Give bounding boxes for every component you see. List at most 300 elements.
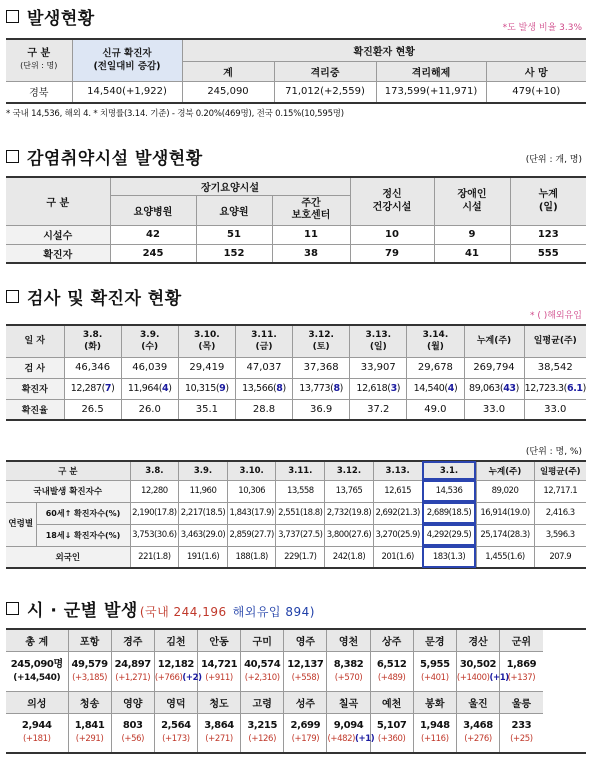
paren: ( — [330, 383, 334, 394]
data-cell: 33.0 — [464, 399, 524, 420]
region-increase-line — [154, 671, 202, 685]
region-cell — [154, 651, 202, 691]
region-total: 803 — [122, 720, 143, 732]
region-name: 안동 — [197, 629, 240, 651]
region-increase: (+126) — [248, 734, 276, 745]
data-cell: 47,037 — [235, 357, 292, 378]
section-test-confirmed — [6, 286, 586, 421]
region-increase-line — [414, 671, 456, 685]
unit-note: (단위 : 명, %) — [525, 447, 582, 457]
region-cell — [68, 651, 111, 691]
cell-value: 13,566 — [242, 383, 273, 394]
region-total: 233 — [511, 720, 532, 732]
paren: ( — [563, 383, 567, 394]
cell-value: 12,723.3 — [524, 383, 564, 394]
region-name: 청송 — [68, 691, 111, 713]
header-mental-health: 정신 건강시설 — [350, 177, 434, 225]
date-header: 일평균(주) — [524, 325, 586, 357]
data-cell: 245 — [110, 244, 196, 263]
data-cell: 51 — [196, 225, 272, 244]
data-cell: 36.9 — [293, 399, 350, 420]
data-cell — [464, 378, 524, 399]
cell-value: 10,315 — [185, 383, 216, 394]
section-age-breakdown — [6, 444, 586, 569]
region-increase-line — [327, 671, 369, 685]
cell-value: 13,773 — [299, 383, 331, 394]
checkbox-square-icon — [6, 10, 19, 23]
region-increase: (+1,271) — [115, 672, 151, 683]
data-cell: 188(1.8) — [227, 546, 276, 568]
section-header — [6, 286, 586, 309]
overseas-note: * ( )해외유입 — [529, 311, 582, 321]
data-cell: 2,551(18.8) — [276, 502, 325, 524]
overseas-count: 3 — [390, 383, 397, 394]
region-cell — [154, 713, 197, 753]
section-city-county — [6, 598, 586, 754]
region-total: 1,948 — [420, 720, 450, 732]
city-table — [6, 628, 586, 754]
overseas-count: 4 — [162, 383, 169, 394]
paren: ) — [515, 383, 519, 394]
data-cell: 2,859(27.7) — [227, 524, 276, 546]
date-header: 3.13. (일) — [350, 325, 407, 357]
region-total: 30,502 — [459, 658, 497, 670]
paren: ( — [499, 383, 504, 394]
data-cell: 207.9 — [534, 546, 586, 568]
data-cell: 2,190(17.8) — [130, 502, 179, 524]
date-header: 3.8. (화) — [64, 325, 121, 357]
region-ratio-note: *도 발생 비율 3.3% — [502, 23, 582, 33]
region-name: 영양 — [111, 691, 154, 713]
region-increase: (+482) — [327, 734, 356, 745]
region-increase: (+489) — [377, 672, 406, 683]
data-cell: 46,039 — [121, 357, 178, 378]
region-increase-line — [112, 732, 154, 746]
date-header: 3.11. (금) — [235, 325, 292, 357]
date-header: 3.9. (수) — [121, 325, 178, 357]
region-increase: (+276) — [464, 734, 492, 745]
region-increase: (+2,310) — [244, 672, 280, 683]
region-total: 2,564 — [161, 720, 191, 732]
overseas-count: 6.1 — [566, 383, 583, 394]
data-cell: 479(+10) — [486, 81, 586, 103]
data-cell — [121, 378, 178, 399]
data-cell: 123 — [510, 225, 586, 244]
region-cell — [284, 713, 327, 753]
region-increase: (+570) — [334, 672, 363, 683]
data-cell — [407, 378, 464, 399]
data-cell: 13,558 — [276, 480, 325, 502]
col-header: 3.8. — [130, 461, 179, 480]
region-name: 봉화 — [413, 691, 456, 713]
test-table — [6, 324, 586, 421]
header-status-col: 계 — [182, 61, 274, 81]
data-cell: 2,416.3 — [534, 502, 586, 524]
header-cumulative: 누계 (일) — [510, 177, 586, 225]
region-name: 울릉 — [500, 691, 543, 713]
data-cell: 242(1.8) — [325, 546, 374, 568]
region-cell — [370, 713, 413, 753]
data-cell: 3,463(29.0) — [179, 524, 228, 546]
region-cell — [241, 651, 284, 691]
region-increase: (+179) — [291, 734, 320, 745]
region-increase: (+911) — [205, 672, 233, 683]
region-name: 칠곡 — [327, 691, 370, 713]
data-cell: 35.1 — [178, 399, 235, 420]
region-increase: (+14,540) — [13, 672, 61, 683]
paren: ) — [111, 383, 115, 394]
region-cell — [500, 651, 543, 691]
region-total: 3,468 — [463, 720, 493, 732]
region-increase: (+25) — [510, 734, 533, 745]
facility-table — [6, 176, 586, 264]
region-cell — [413, 713, 456, 753]
col-header: 구 분 — [6, 461, 130, 480]
data-cell — [293, 378, 350, 399]
data-cell: 2,689(18.5) — [422, 502, 476, 524]
region-overseas: (+1) — [489, 672, 509, 683]
data-cell: 555 — [510, 244, 586, 263]
region-total: 5,955 — [420, 658, 450, 670]
region-total: 5,107 — [376, 720, 407, 732]
region-total: 2,944 — [21, 720, 52, 732]
checkbox-square-icon — [6, 602, 19, 615]
region-name: 영주 — [284, 629, 327, 651]
col-header: 3.10. — [227, 461, 276, 480]
data-cell: 269,794 — [464, 357, 524, 378]
cell-value: 12,287 — [70, 383, 102, 394]
unit-note: (단위 : 개, 명) — [525, 155, 582, 165]
data-cell: 9 — [434, 225, 510, 244]
section-title: 발생현황 — [27, 8, 95, 29]
checkbox-square-icon — [6, 290, 19, 303]
data-cell: 173,599(+11,971) — [376, 81, 486, 103]
region-increase-line — [6, 732, 68, 746]
overseas-count: 43 — [503, 383, 516, 394]
cell-value: 11,964 — [127, 383, 159, 394]
date-header: 누계(주) — [464, 325, 524, 357]
data-cell: 79 — [350, 244, 434, 263]
region-total: 24,897 — [114, 658, 151, 670]
region-overseas: (+2) — [182, 672, 202, 683]
data-cell: 3,737(27.5) — [276, 524, 325, 546]
region-cell — [68, 713, 111, 753]
data-cell: 2,217(18.5) — [179, 502, 228, 524]
overseas-count: 9 — [219, 383, 226, 394]
data-cell: 3,753(30.6) — [130, 524, 179, 546]
region-increase: (+401) — [421, 672, 449, 683]
data-cell: 12,280 — [130, 480, 179, 502]
region-total: 3,864 — [204, 720, 234, 732]
region-overseas: (+1) — [355, 734, 375, 745]
header-gubun: 구 분 (단위 : 명) — [6, 39, 72, 81]
region-increase: (+558) — [291, 672, 320, 683]
region-name: 성주 — [284, 691, 327, 713]
region-name: 포항 — [68, 629, 111, 651]
region-increase: (+116) — [421, 734, 449, 745]
paren: ( — [444, 383, 448, 394]
header-long-term-care: 장기요양시설 — [110, 177, 350, 195]
region-total: 49,579 — [71, 658, 108, 670]
region-increase: (+766) — [154, 672, 183, 683]
region-increase-line — [371, 732, 413, 746]
header-status-col: 격리해제 — [376, 61, 486, 81]
header-new-cases: 신규 확진자 (전일대비 증감) — [72, 39, 182, 81]
region-increase-line — [457, 732, 499, 746]
region-total: 1,869 — [506, 658, 537, 670]
region-increase: (+1400) — [456, 672, 490, 683]
data-cell: 10,306 — [227, 480, 276, 502]
data-cell: 3,270(25.9) — [373, 524, 422, 546]
header-nursing-home: 요양원 — [196, 195, 272, 225]
paren: ( — [158, 383, 163, 394]
age-table — [6, 460, 586, 569]
cell-value: 12,618 — [356, 383, 388, 394]
region-increase-line — [327, 732, 375, 746]
region-name: 상주 — [370, 629, 413, 651]
data-cell: 3,596.3 — [534, 524, 586, 546]
data-cell: 16,914(19.0) — [476, 502, 534, 524]
region-increase: (+173) — [162, 734, 190, 745]
data-cell: 26.0 — [121, 399, 178, 420]
region-cell — [6, 713, 68, 753]
row-label: 시설수 — [6, 225, 110, 244]
data-cell: 33,907 — [350, 357, 407, 378]
data-cell: 26.5 — [64, 399, 121, 420]
region-increase-line — [241, 732, 283, 746]
date-header: 3.12. (토) — [293, 325, 350, 357]
overseas-count: 8 — [333, 383, 340, 394]
header-status-col: 격리중 — [274, 61, 376, 81]
paren: ( — [101, 383, 105, 394]
row-label: 60세↑ 확진자수(%) — [36, 502, 130, 524]
region-cell — [327, 651, 370, 691]
row-label: 국내발생 확진자수 — [6, 480, 130, 502]
date-header: 일 자 — [6, 325, 64, 357]
data-cell — [64, 378, 121, 399]
region-cell — [327, 713, 375, 753]
overseas-count: 4 — [447, 383, 454, 394]
col-header: 3.1. — [422, 461, 476, 480]
col-header: 3.12. — [325, 461, 374, 480]
data-cell — [235, 378, 292, 399]
data-cell: 11,960 — [179, 480, 228, 502]
occurrence-table — [6, 38, 586, 104]
overseas-count: 7 — [104, 383, 112, 394]
region-cell — [456, 651, 509, 691]
data-cell: 245,090 — [182, 81, 274, 103]
data-cell: 3,800(27.6) — [325, 524, 374, 546]
region-increase-line — [284, 732, 326, 746]
region-total: 12,137 — [287, 658, 324, 670]
region-total: 245,090명 — [10, 658, 63, 670]
header-gubun: 구 분 — [6, 177, 110, 225]
region-increase-line — [6, 671, 68, 685]
paren: ) — [282, 383, 286, 394]
region-increase-line — [241, 671, 283, 685]
col-header: 3.11. — [276, 461, 325, 480]
row-label: 경북 — [6, 81, 72, 103]
data-cell — [350, 378, 407, 399]
header-nursing-hospital: 요양병원 — [110, 195, 196, 225]
region-increase-line — [284, 671, 326, 685]
col-header: 3.13. — [373, 461, 422, 480]
date-header: 3.10. (목) — [178, 325, 235, 357]
region-name: 구미 — [241, 629, 284, 651]
data-cell: 11 — [272, 225, 350, 244]
data-cell: 89,020 — [476, 480, 534, 502]
cell-value: 14,540 — [413, 383, 445, 394]
row-label: 확진율 — [6, 399, 64, 420]
region-cell — [370, 651, 413, 691]
data-cell: 183(1.3) — [422, 546, 476, 568]
data-cell: 46,346 — [64, 357, 121, 378]
section-occurrence — [6, 6, 586, 119]
region-increase-line — [198, 732, 240, 746]
data-cell: 201(1.6) — [373, 546, 422, 568]
age-group-label: 연령별 — [6, 502, 36, 546]
region-name: 총 계 — [6, 629, 68, 651]
region-increase-line — [456, 671, 509, 685]
paren: ( — [272, 383, 277, 394]
region-increase: (+360) — [377, 734, 406, 745]
section-title: 감염취약시설 발생현황 — [27, 148, 203, 169]
data-cell: 42 — [110, 225, 196, 244]
data-cell: 2,732(19.8) — [325, 502, 374, 524]
region-increase-line — [112, 671, 154, 685]
region-total: 12,182 — [157, 658, 194, 670]
row-label: 확진자 — [6, 244, 110, 263]
data-cell: 49.0 — [407, 399, 464, 420]
region-name: 김천 — [154, 629, 197, 651]
paren: ) — [339, 383, 343, 394]
data-cell: 33.0 — [524, 399, 586, 420]
region-cell — [284, 651, 327, 691]
data-cell — [524, 378, 586, 399]
col-header: 3.9. — [179, 461, 228, 480]
region-cell — [500, 713, 543, 753]
header-status-col: 사 망 — [486, 61, 586, 81]
region-name: 의성 — [6, 691, 68, 713]
cell-value: 89,063 — [469, 383, 500, 394]
region-increase-line — [371, 671, 413, 685]
region-total: 6,512 — [376, 658, 407, 670]
section-title: 시 · 군별 발생 (국내 244,196 해외유입 894) — [27, 600, 315, 621]
data-cell: 191(1.6) — [179, 546, 228, 568]
section-header — [6, 598, 586, 621]
data-cell: 71,012(+2,559) — [274, 81, 376, 103]
paren: ) — [396, 383, 401, 394]
checkbox-square-icon — [6, 150, 19, 163]
paren: ) — [453, 383, 458, 394]
data-cell: 152 — [196, 244, 272, 263]
region-cell — [413, 651, 456, 691]
region-increase-line — [155, 732, 197, 746]
region-cell — [197, 713, 240, 753]
region-name: 청도 — [197, 691, 240, 713]
row-label: 외국인 — [6, 546, 130, 568]
section-title: 검사 및 확진자 현황 — [27, 288, 182, 309]
paren: ) — [582, 383, 586, 394]
col-header: 누계(주) — [476, 461, 534, 480]
row-label: 확진자 — [6, 378, 64, 399]
data-cell: 10 — [350, 225, 434, 244]
region-cell — [241, 713, 284, 753]
region-increase: (+137) — [507, 672, 536, 683]
region-cell — [111, 713, 154, 753]
paren: ( — [387, 383, 391, 394]
data-cell: 229(1.7) — [276, 546, 325, 568]
data-cell: 29,419 — [178, 357, 235, 378]
region-increase: (+181) — [22, 734, 51, 745]
region-name: 군위 — [500, 629, 543, 651]
data-cell: 14,540(+1,922) — [72, 81, 182, 103]
data-cell: 4,292(29.5) — [422, 524, 476, 546]
data-cell: 12,615 — [373, 480, 422, 502]
overseas-total: 해외유입 894) — [232, 604, 315, 619]
data-cell: 29,678 — [407, 357, 464, 378]
paren: ( — [215, 383, 220, 394]
region-increase-line — [198, 671, 240, 685]
data-cell: 1,455(1.6) — [476, 546, 534, 568]
data-cell: 13,765 — [325, 480, 374, 502]
region-total: 1,841 — [74, 720, 105, 732]
region-total: 40,574 — [244, 658, 281, 670]
region-name: 예천 — [370, 691, 413, 713]
data-cell: 221(1.8) — [130, 546, 179, 568]
region-cell — [197, 651, 240, 691]
data-cell: 25,174(28.3) — [476, 524, 534, 546]
col-header: 일평균(주) — [534, 461, 586, 480]
region-increase: (+291) — [75, 734, 104, 745]
region-increase: (+56) — [121, 734, 145, 745]
section-vulnerable-facilities — [6, 146, 586, 264]
region-increase-line — [500, 732, 543, 746]
data-cell: 28.8 — [235, 399, 292, 420]
region-increase: (+271) — [205, 734, 233, 745]
region-name: 영천 — [327, 629, 370, 651]
region-total: 3,215 — [247, 720, 278, 732]
data-cell: 38,542 — [524, 357, 586, 378]
date-header: 3.14. (월) — [407, 325, 464, 357]
region-total: 2,699 — [290, 720, 321, 732]
header-day-care: 주간 보호센터 — [272, 195, 350, 225]
region-increase-line — [69, 732, 111, 746]
region-name: 울진 — [456, 691, 499, 713]
domestic-total: (국내 244,196 — [139, 604, 227, 619]
data-cell: 38 — [272, 244, 350, 263]
data-cell — [178, 378, 235, 399]
region-increase: (+3,185) — [72, 672, 108, 683]
overseas-count: 8 — [276, 383, 283, 394]
region-name: 고령 — [241, 691, 284, 713]
data-cell: 41 — [434, 244, 510, 263]
row-label: 검 사 — [6, 357, 64, 378]
data-cell: 14,536 — [422, 480, 476, 502]
region-total: 9,094 — [333, 720, 364, 732]
data-cell: 37,368 — [293, 357, 350, 378]
region-name: 경산 — [456, 629, 499, 651]
fatality-footnote: * 국내 14,536, 해외 4. * 치명률(3.14. 기준) - 경북 0.20%(469명), 전국 0.15%(10,595명) — [6, 109, 344, 119]
region-increase-line — [69, 671, 111, 685]
row-label: 18세↓ 확진자수(%) — [36, 524, 130, 546]
data-cell: 37.2 — [350, 399, 407, 420]
data-cell: 2,692(21.3) — [373, 502, 422, 524]
region-total: 14,721 — [200, 658, 238, 670]
paren: ) — [225, 383, 229, 394]
data-cell: 12,717.1 — [534, 480, 586, 502]
region-name: 영덕 — [154, 691, 197, 713]
